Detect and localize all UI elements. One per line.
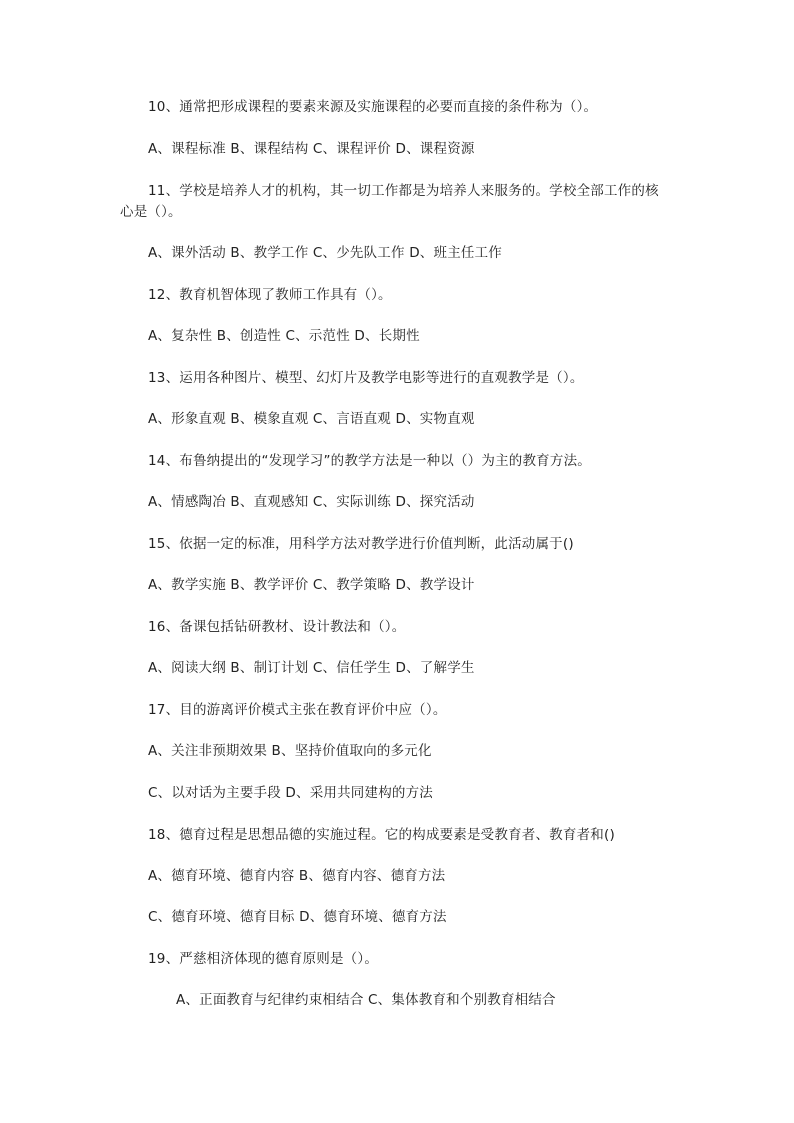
question-18-options-1: A、德育环境、德育内容 B、德育内容、德育方法 xyxy=(148,868,446,884)
question-18-options-2: C、德育环境、德育目标 D、德育环境、德育方法 xyxy=(148,909,447,925)
question-19-stem: 19、严慈相济体现的德育原则是（）。 xyxy=(148,951,379,967)
question-14-stem: 14、布鲁纳提出的“发现学习”的教学方法是一种以（）为主的教育方法。 xyxy=(148,453,591,469)
question-14-options: A、情感陶冶 B、直观感知 C、实际训练 D、探究活动 xyxy=(148,494,475,510)
question-16-stem: 16、备课包括钻研教材、设计教法和（）。 xyxy=(148,619,406,635)
question-11-options: A、课外活动 B、教学工作 C、少先队工作 D、班主任工作 xyxy=(148,245,502,261)
question-13-stem: 13、运用各种图片、模型、幻灯片及教学电影等进行的直观教学是（）。 xyxy=(148,370,584,386)
question-12-stem: 12、教育机智体现了教师工作具有（）。 xyxy=(148,287,392,303)
question-16-options: A、阅读大纲 B、制订计划 C、信任学生 D、了解学生 xyxy=(148,660,475,676)
question-17-options-2: C、以对话为主要手段 D、采用共同建构的方法 xyxy=(148,785,434,801)
question-11-stem-line1: 11、学校是培养人才的机构，其一切工作都是为培养人来服务的。学校全部工作的核 xyxy=(148,183,659,199)
question-15-stem: 15、依据一定的标准，用科学方法对教学进行价值判断，此活动属于() xyxy=(148,536,574,552)
question-10-options: A、课程标准 B、课程结构 C、课程评价 D、课程资源 xyxy=(148,141,475,157)
question-10-stem: 10、通常把形成课程的要素来源及实施课程的必要而直接的条件称为（）。 xyxy=(148,99,598,115)
question-18-stem: 18、德育过程是思想品德的实施过程。它的构成要素是受教育者、教育者和() xyxy=(148,827,615,843)
question-17-options-1: A、关注非预期效果 B、坚持价值取向的多元化 xyxy=(148,743,432,759)
question-13-options: A、形象直观 B、模象直观 C、言语直观 D、实物直观 xyxy=(148,411,475,427)
question-17-stem: 17、目的游离评价模式主张在教育评价中应（）。 xyxy=(148,702,447,718)
question-15-options: A、教学实施 B、教学评价 C、教学策略 D、教学设计 xyxy=(148,577,475,593)
question-11-stem-line2: 心是（）。 xyxy=(120,204,182,220)
question-12-options: A、复杂性 B、创造性 C、示范性 D、长期性 xyxy=(148,328,420,344)
question-19-options: A、正面教育与纪律约束相结合 C、集体教育和个别教育相结合 xyxy=(176,992,556,1008)
